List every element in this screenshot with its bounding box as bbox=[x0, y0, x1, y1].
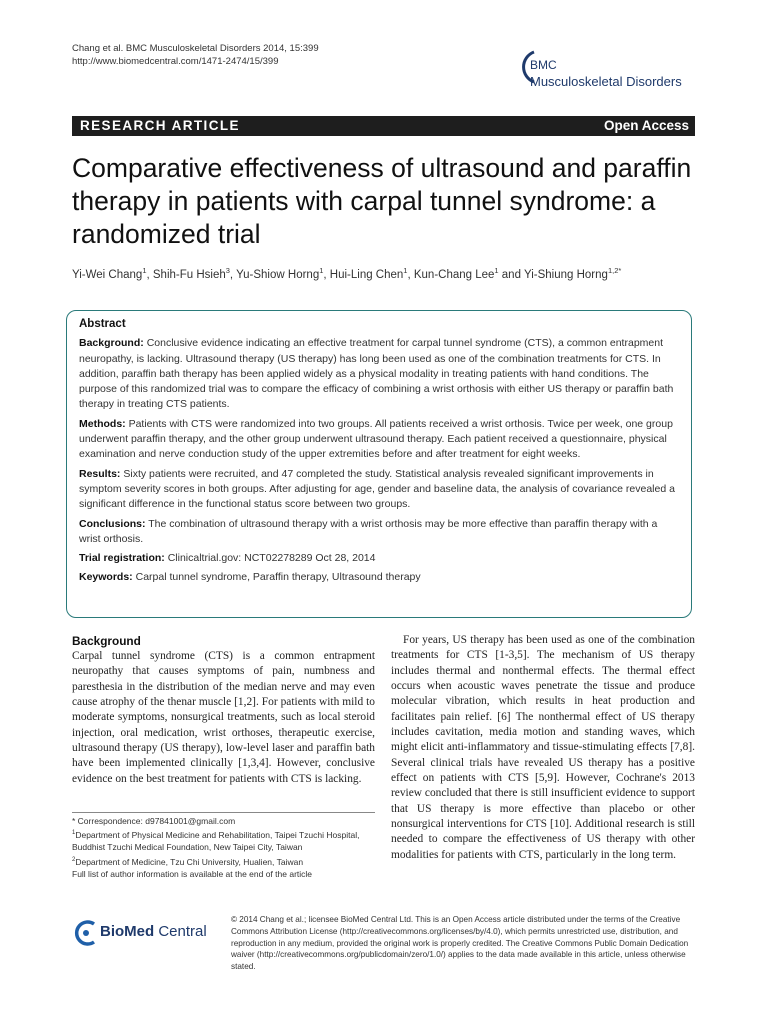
journal-logo-bmc: BMC bbox=[530, 58, 557, 72]
article-type-label: RESEARCH ARTICLE bbox=[80, 118, 240, 133]
abstract-background bbox=[79, 336, 675, 412]
abstract-methods bbox=[79, 417, 675, 463]
abstract-conclusions bbox=[79, 517, 675, 548]
abstract-background-text: Conclusive evidence indicating an effective treatment for carpal tunnel syndrome (CTS), a common entrapment neuropathy, is lacking. Ultrasound therapy (US therapy) has long been used as one of the combination treatments for CTS. In addition, paraffin bath therapy has been applied widely as a physical modality in treating patients with hand conditions. The purpose of this randomized trial was to compare the efficacy of combining a wrist orthosis with either US therapy or paraffin bath therapy in treating CTS patients. bbox=[79, 337, 674, 411]
citation-header bbox=[72, 42, 492, 68]
body-right-column bbox=[391, 633, 695, 863]
author-affiliation-marker: 1 bbox=[142, 266, 147, 275]
author-name: Hui-Ling Chen bbox=[329, 268, 404, 281]
biomed-central-swoosh-icon bbox=[72, 919, 98, 947]
abstract-box bbox=[66, 310, 692, 618]
abstract-keywords bbox=[79, 570, 675, 585]
abstract-results-label: Results: bbox=[79, 467, 121, 480]
abstract-conclusions-label: Conclusions: bbox=[79, 517, 146, 530]
abstract-methods-text: Patients with CTS were randomized into two groups. All patients received a wrist orthosis. Twice per week, one group underwent paraffin therapy, and the other group underwent ultrasound therapy. Each patient received a questionnaire, physical examination and nerve conduction study of the upper extremities before and after treatment for eight weeks. bbox=[79, 417, 673, 461]
background-paragraph: Carpal tunnel syndrome (CTS) is a common entrapment neuropathy that causes symptoms of pain, numbness and paresthesia in the distribution of the median nerve and may even cause atrophy of the thenar muscle [1,2]. For patients with mild to moderate symptoms, nonsurgical treatments, such as local steroid injection, oral medication, wrist orthoses, therapeutic exercise, ultrasound therapy (US therapy), low-level laser and paraffin bath have been implemented clinically [1,3,4]. However, conclusive evidence on the best treatment for patients with CTS is lacking. bbox=[72, 650, 375, 785]
license-statement: © 2014 Chang et al.; licensee BioMed Central Ltd. This is an Open Access article distributed under the terms of the Creative Commons Attribution License (http://creativecommons.org/licenses/by/4.0), which permits unrestricted use, distribution, and reproduction in any medium, provided the original work is properly credited. The Creative Commons Public Domain Dedication waiver (http://creativecommons.org/publicdomain/zero/1.0/) applies to the data made available in this article, unless otherwise stated. bbox=[231, 915, 689, 972]
biomed-central-wordmark bbox=[100, 923, 207, 940]
abstract-results-text: Sixty patients were recruited, and 47 completed the study. Statistical analysis revealed significant improvements in symptom severity scores in both groups. After adjusting for age, gender and baseline data, the analysis of covariance revealed a significant difference in the functional status score between two groups. bbox=[79, 467, 675, 511]
correspondence-note: * Correspondence: d97841001@gmail.com bbox=[72, 816, 236, 826]
affiliation-2-number: 2 bbox=[72, 856, 76, 863]
author-name: Kun-Chang Lee bbox=[413, 268, 495, 281]
article-title: Comparative effectiveness of ultrasound and paraffin therapy in patients with carpal tunnel syndrome: a randomized trial bbox=[72, 153, 692, 249]
abstract-trial-registration bbox=[79, 551, 675, 566]
biomed-central-logo bbox=[72, 919, 232, 949]
article-url[interactable]: http://www.biomedcentral.com/1471-2474/15/399 bbox=[72, 56, 279, 67]
article-type-banner bbox=[72, 116, 695, 136]
abstract-keywords-text: Carpal tunnel syndrome, Paraffin therapy, Ultrasound therapy bbox=[135, 571, 421, 584]
author-name: Yu-Shiow Horng bbox=[236, 268, 320, 281]
abstract-methods-label: Methods: bbox=[79, 417, 126, 430]
section-heading-background: Background bbox=[72, 634, 141, 648]
biomed-central-rest: Central bbox=[154, 923, 207, 940]
author-list: Yi-Wei Chang$^1$, Shih-Fu Hsieh$^3$, Yu-Shiow Horng$^1$, Hui-Ling Chen$^1$, Kun-Chang Lee$^1$ and Yi-Shiung Horng$^{1,2*}$ bbox=[72, 266, 622, 281]
abstract-keywords-label: Keywords: bbox=[79, 571, 133, 584]
affiliation-2-text: Department of Medicine, Tzu Chi University, Hualien, Taiwan bbox=[75, 856, 304, 867]
abstract-conclusions-text: The combination of ultrasound therapy with a wrist orthosis may be more effective than paraffin therapy with a wrist orthosis. bbox=[79, 517, 658, 545]
body-left-column bbox=[72, 633, 375, 787]
abstract-background-label: Background: bbox=[79, 337, 144, 350]
affiliation-1 bbox=[72, 827, 375, 853]
author-affiliation-marker: 1,2* bbox=[607, 266, 622, 275]
author-affiliation-marker: 1 bbox=[403, 266, 408, 275]
us-therapy-paragraph: For years, US therapy has been used as one of the combination treatments for CTS [1-3,5]. The mechanism of US therapy includes thermal and nonthermal effects. The thermal effect occurs when acoustic waves penetrate the tissue and produce molecular vibration, which results in heat production and facilitates pain relief. [6] The nonthermal effect of US therapy includes cavitation, media motion and standing waves, which might elicit anti-inflammatory and tissue-stimulating effects [7,8]. Several clinical trials have revealed US therapy has a positive effect on patients with CTS [5,9]. However, Cochrane's 2013 review concluded that there is still insufficient evidence to support that US therapy is more effective than placebo or other nonsurgical interventions for CTS [10]. Additional research is still needed to compare the effectiveness of US therapy with other modalities for patients with CTS, particularly in the long term. bbox=[391, 634, 695, 861]
biomed-central-bold: BioMed bbox=[100, 923, 155, 940]
open-access-badge: Open Access bbox=[594, 116, 695, 136]
author-affiliation-marker: 1 bbox=[494, 266, 499, 275]
abstract-heading: Abstract bbox=[79, 318, 126, 330]
author-name: Yi-Shiung Horng bbox=[523, 268, 608, 281]
author-name: Shih-Fu Hsieh bbox=[152, 268, 226, 281]
author-affiliation-marker: 1 bbox=[319, 266, 324, 275]
affiliation-1-text: Department of Physical Medicine and Rehabilitation, Taipei Tzuchi Hospital, Buddhist Tzuchi Medical Foundation, New Taipei City, Taiwan bbox=[72, 830, 360, 853]
citation-line: Chang et al. BMC Musculoskeletal Disorders 2014, 15:399 bbox=[72, 43, 319, 54]
abstract-trial-text: Clinicaltrial.gov: NCT02278289 Oct 28, 2014 bbox=[167, 552, 376, 565]
abstract-trial-label: Trial registration: bbox=[79, 552, 165, 565]
abstract-results bbox=[79, 467, 675, 513]
journal-logo-name: Musculoskeletal Disorders bbox=[530, 74, 682, 89]
author-affiliation-marker: 3 bbox=[225, 266, 230, 275]
footnotes bbox=[72, 812, 375, 880]
full-author-info-note: Full list of author information is available at the end of the article bbox=[72, 868, 313, 879]
author-name: Yi-Wei Chang bbox=[72, 268, 143, 281]
journal-logo bbox=[516, 44, 716, 100]
affiliation-1-number: 1 bbox=[72, 830, 76, 837]
affiliation-2 bbox=[72, 854, 375, 868]
